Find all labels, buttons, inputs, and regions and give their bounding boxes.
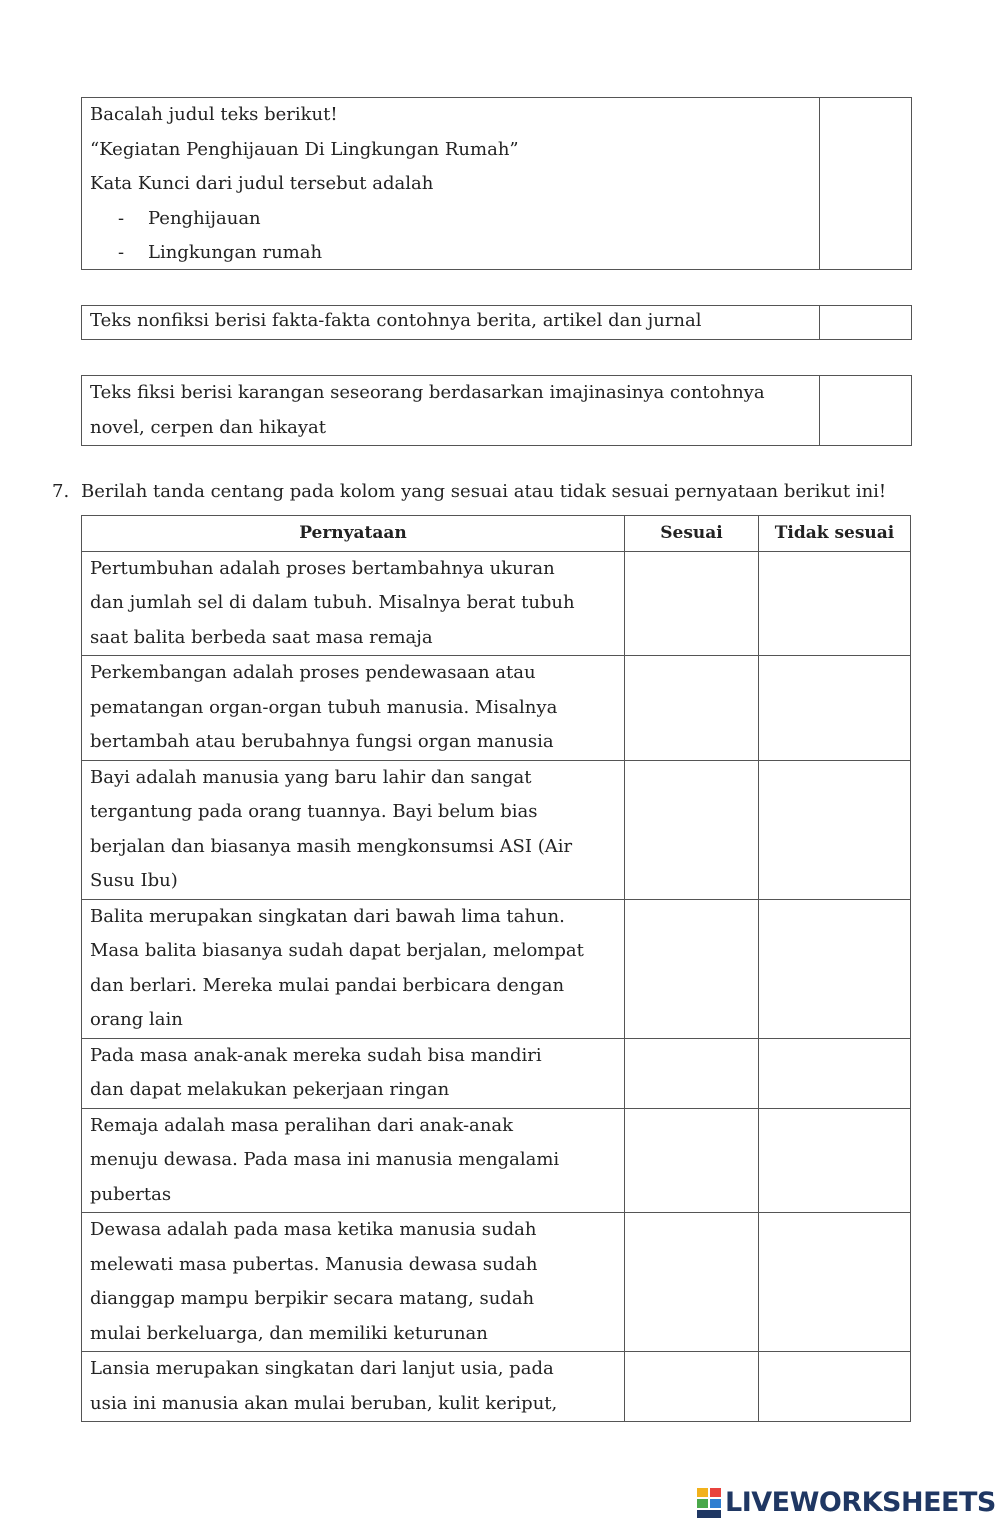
header-pernyataan: Pernyataan — [82, 516, 625, 552]
sesuai-checkbox-cell[interactable] — [625, 1108, 759, 1213]
table-row — [82, 551, 911, 656]
logo-text: LIVEWORKSHEETS — [725, 1487, 996, 1518]
statement-line: dan jumlah sel di dalam tubuh. Misalnya berat tubuh — [90, 592, 575, 613]
line: Bacalah judul teks berikut! — [90, 104, 338, 125]
statement-cell — [82, 1352, 625, 1422]
statement-line: Bayi adalah manusia yang baru lahir dan sangat — [90, 766, 532, 788]
statement-line: dianggap mampu berpikir secara matang, sudah — [90, 1288, 535, 1309]
question-number: 7. — [52, 481, 70, 502]
tidak-sesuai-checkbox-cell[interactable] — [759, 1352, 911, 1422]
bullet-item — [90, 202, 811, 237]
table-row — [82, 1352, 911, 1422]
statement-line: orang lain — [90, 1009, 183, 1030]
tidak-sesuai-checkbox-cell[interactable] — [759, 1108, 911, 1213]
statement-line: melewati masa pubertas. Manusia dewasa sudah — [90, 1253, 538, 1275]
statement-line: Remaja adalah masa peralihan dari anak-anak — [90, 1114, 514, 1136]
statement-line: pematangan organ-organ tubuh manusia. Misalnya — [90, 696, 558, 718]
table-row — [82, 1038, 911, 1108]
tidak-sesuai-checkbox-cell[interactable] — [759, 899, 911, 1038]
statement-line: Pada masa anak-anak mereka sudah bisa mandiri — [90, 1044, 542, 1066]
statement-line: Masa balita biasanya sudah dapat berjalan, melompat — [90, 940, 584, 961]
statement-line: pubertas — [90, 1183, 172, 1205]
sesuai-checkbox-cell[interactable] — [625, 1213, 759, 1352]
sesuai-checkbox-cell[interactable] — [625, 551, 759, 656]
statement-cell — [82, 551, 625, 656]
statement-line: dan berlari. Mereka mulai pandai berbicara dengan — [90, 974, 565, 996]
liveworksheets-logo — [697, 1487, 996, 1518]
table-header-row — [82, 516, 911, 552]
tidak-sesuai-checkbox-cell[interactable] — [759, 760, 911, 899]
statement-line: Susu Ibu) — [90, 870, 178, 891]
question-7 — [52, 477, 886, 507]
line: Teks fiksi berisi karangan seseorang berdasarkan imajinasinya contohnya — [90, 382, 765, 403]
header-tidak-sesuai: Tidak sesuai — [759, 516, 911, 552]
statement-line: menuju dewasa. Pada masa ini manusia mengalami — [90, 1149, 560, 1170]
question-text: Berilah tanda centang pada kolom yang sesuai atau tidak sesuai pernyataan berikut ini! — [81, 481, 887, 502]
bullet-text: Penghijauan — [148, 207, 261, 229]
statement-cell — [82, 1108, 625, 1213]
statement-line: tergantung pada orang tuannya. Bayi belum bias — [90, 801, 538, 822]
statement-line: saat balita berbeda saat masa remaja — [90, 626, 433, 648]
statement-text: Teks nonfiksi berisi fakta-fakta contohnya berita, artikel dan jurnal — [82, 306, 820, 339]
table-row — [82, 656, 911, 761]
statement-line: Balita merupakan singkatan dari bawah lima tahun. — [90, 905, 565, 927]
statement-line: mulai berkeluarga, dan memiliki keturunan — [90, 1322, 488, 1344]
statement-line: Dewasa adalah pada masa ketika manusia sudah — [90, 1219, 537, 1240]
statement-box-2 — [81, 305, 912, 340]
sesuai-checkbox-cell[interactable] — [625, 760, 759, 899]
tidak-sesuai-checkbox-cell[interactable] — [759, 656, 911, 761]
table-row — [82, 1213, 911, 1352]
statement-box-1 — [81, 97, 912, 270]
dash: - — [118, 242, 125, 263]
table-row — [82, 1108, 911, 1213]
sesuai-checkbox-cell[interactable] — [625, 656, 759, 761]
statement-cell — [82, 656, 625, 761]
statement-line: Perkembangan adalah proses pendewasaan atau — [90, 662, 536, 683]
line: novel, cerpen dan hikayat — [90, 416, 326, 438]
answer-checkbox-cell[interactable] — [820, 306, 911, 339]
statement-cell — [82, 1213, 625, 1352]
answer-checkbox-cell[interactable] — [820, 376, 911, 445]
statement-line: bertambah atau berubahnya fungsi organ manusia — [90, 731, 554, 752]
sesuai-checkbox-cell[interactable] — [625, 1352, 759, 1422]
header-sesuai: Sesuai — [625, 516, 759, 552]
statement-box-3 — [81, 375, 912, 446]
dash: - — [118, 207, 125, 229]
line: “Kegiatan Penghijauan Di Lingkungan Rumah” — [90, 138, 519, 160]
statement-cell — [82, 899, 625, 1038]
bullet-item — [90, 236, 811, 271]
sesuai-checkbox-cell[interactable] — [625, 899, 759, 1038]
line: Kata Kunci dari judul tersebut adalah — [90, 173, 434, 194]
tidak-sesuai-checkbox-cell[interactable] — [759, 1213, 911, 1352]
statement-text — [82, 376, 820, 445]
statement-cell — [82, 760, 625, 899]
tidak-sesuai-checkbox-cell[interactable] — [759, 551, 911, 656]
statement-table — [81, 515, 911, 1422]
statement-line: usia ini manusia akan mulai beruban, kulit keriput, — [90, 1392, 558, 1414]
statement-text — [82, 98, 820, 269]
statement-line: berjalan dan biasanya masih mengkonsumsi ASI (Air — [90, 835, 573, 857]
statement-line: dan dapat melakukan pekerjaan ringan — [90, 1079, 450, 1100]
answer-checkbox-cell[interactable] — [820, 98, 911, 269]
table-row — [82, 899, 911, 1038]
statement-line: Pertumbuhan adalah proses bertambahnya ukuran — [90, 557, 555, 579]
logo-icon — [697, 1488, 721, 1518]
statement-line: Lansia merupakan singkatan dari lanjut usia, pada — [90, 1358, 554, 1379]
statement-cell — [82, 1038, 625, 1108]
sesuai-checkbox-cell[interactable] — [625, 1038, 759, 1108]
bullet-text: Lingkungan rumah — [148, 242, 323, 263]
table-row — [82, 760, 911, 899]
tidak-sesuai-checkbox-cell[interactable] — [759, 1038, 911, 1108]
